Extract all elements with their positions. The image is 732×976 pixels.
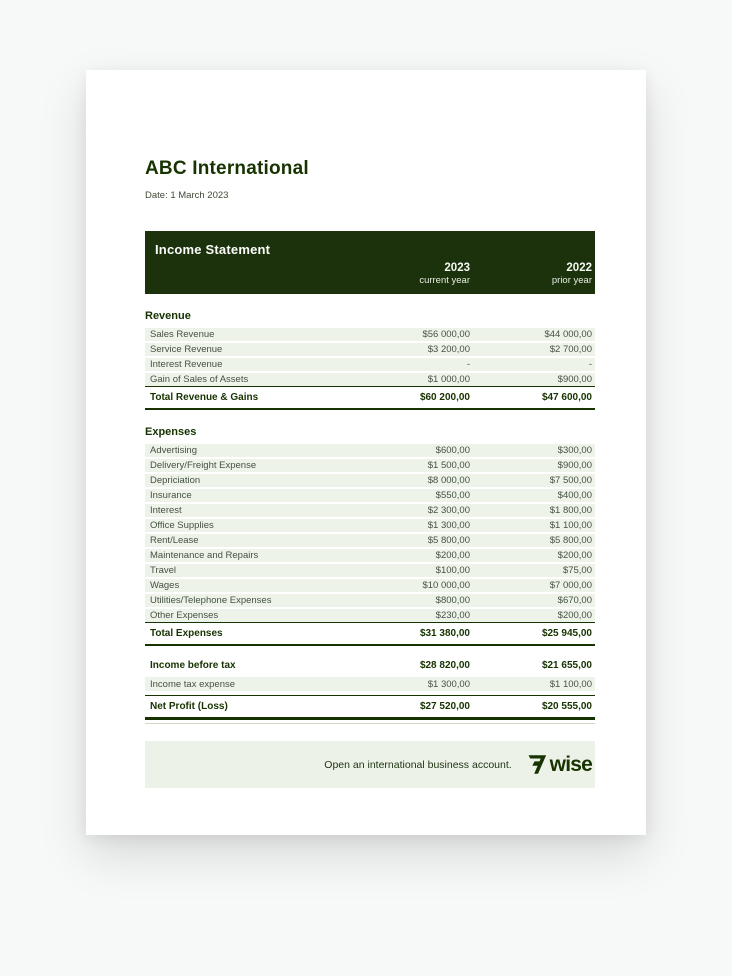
summary-row-grand	[145, 695, 595, 720]
company-name: ABC International	[145, 158, 309, 179]
row-label: Service Revenue	[150, 344, 223, 356]
column-header-prior-year	[473, 261, 595, 287]
table-row	[145, 594, 595, 607]
value-prior: $75,00	[562, 565, 592, 577]
row-label: Insurance	[150, 490, 192, 502]
value-current: $230,00	[435, 610, 470, 622]
wise-wordmark: wise	[549, 753, 592, 777]
value-current: $8 000,00	[427, 475, 470, 487]
total-row	[145, 386, 595, 410]
value-prior: $1 800,00	[549, 505, 592, 517]
value-prior: -	[588, 359, 592, 371]
row-label: Maintenance and Repairs	[150, 550, 259, 562]
value-current: $1 300,00	[427, 678, 470, 690]
section-rows	[145, 444, 595, 622]
table-row	[145, 373, 595, 386]
section-rows	[145, 328, 595, 386]
value-prior: $400,00	[557, 490, 592, 502]
document-page	[86, 70, 646, 835]
row-label: Interest Revenue	[150, 359, 223, 371]
section-heading: Expenses	[145, 426, 197, 439]
row-label: Wages	[150, 580, 180, 592]
value-current: -	[466, 359, 470, 371]
column-headers	[145, 261, 595, 287]
value-prior: $21 655,00	[541, 659, 592, 671]
value-current: $550,00	[435, 490, 470, 502]
column-header-current-year	[343, 261, 473, 287]
value-current: $3 200,00	[427, 344, 470, 356]
value-prior: $2 700,00	[549, 344, 592, 356]
value-prior: $200,00	[557, 610, 592, 622]
table-row	[145, 358, 595, 371]
row-label: Rent/Lease	[150, 535, 199, 547]
table-row	[145, 328, 595, 341]
table-row	[145, 459, 595, 472]
value-prior: $7 000,00	[549, 580, 592, 592]
value-current: $28 820,00	[419, 659, 470, 671]
summary-row-bold	[145, 655, 595, 675]
statement-body	[145, 307, 595, 646]
table-row	[145, 564, 595, 577]
section-heading: Revenue	[145, 310, 191, 323]
table-row	[145, 489, 595, 502]
table-row	[145, 534, 595, 547]
row-label: Income tax expense	[150, 678, 236, 690]
value-current: $56 000,00	[422, 329, 470, 341]
table-row	[145, 343, 595, 356]
value-prior: $44 000,00	[544, 329, 592, 341]
value-prior: $1 100,00	[549, 678, 592, 690]
prior-year-value: 2022	[566, 262, 592, 274]
value-current: $31 380,00	[419, 628, 470, 640]
statement-summary	[145, 655, 595, 720]
value-current: $1 000,00	[427, 374, 470, 386]
value-prior: $900,00	[557, 374, 592, 386]
table-row	[145, 519, 595, 532]
current-year-label: current year	[419, 275, 470, 287]
value-current: $100,00	[435, 565, 470, 577]
table-row	[145, 549, 595, 562]
value-prior: $7 500,00	[549, 475, 592, 487]
row-label: Travel	[150, 565, 177, 577]
divider	[145, 723, 595, 724]
value-current: $200,00	[435, 550, 470, 562]
value-current: $600,00	[435, 445, 470, 457]
row-label: Interest	[150, 505, 182, 517]
value-prior: $300,00	[557, 445, 592, 457]
row-label: Income before tax	[150, 659, 236, 671]
value-current: $5 800,00	[427, 535, 470, 547]
row-label: Total Expenses	[150, 628, 223, 640]
total-row	[145, 622, 595, 646]
statement-header-bar	[145, 231, 595, 294]
row-label: Sales Revenue	[150, 329, 215, 341]
value-current: $1 500,00	[427, 460, 470, 472]
table-row	[145, 444, 595, 457]
wise-logo[interactable]	[527, 754, 592, 775]
value-prior: $200,00	[557, 550, 592, 562]
value-current: $60 200,00	[419, 392, 470, 404]
row-label: Depriciation	[150, 475, 201, 487]
cta-text[interactable]: Open an international business account.	[324, 758, 512, 771]
value-prior: $5 800,00	[549, 535, 592, 547]
value-current: $10 000,00	[422, 580, 470, 592]
statement-title: Income Statement	[155, 242, 271, 257]
current-year-value: 2023	[444, 262, 470, 274]
table-row	[145, 579, 595, 592]
wise-fast-flag-icon	[527, 754, 548, 775]
summary-row-shaded	[145, 677, 595, 691]
row-label: Office Supplies	[150, 520, 214, 532]
date-line: Date: 1 March 2023	[145, 190, 229, 201]
value-prior: $47 600,00	[541, 392, 592, 404]
row-label: Other Expenses	[150, 610, 219, 622]
value-current: $1 300,00	[427, 520, 470, 532]
value-prior: $25 945,00	[541, 628, 592, 640]
row-label: Gain of Sales of Assets	[150, 374, 249, 386]
cta-banner	[145, 741, 595, 788]
table-row	[145, 504, 595, 517]
row-label: Delivery/Freight Expense	[150, 460, 257, 472]
table-row	[145, 474, 595, 487]
prior-year-label: prior year	[551, 275, 592, 287]
value-current: $800,00	[435, 595, 470, 607]
value-current: $27 520,00	[419, 701, 470, 713]
value-prior: $1 100,00	[549, 520, 592, 532]
table-row	[145, 609, 595, 622]
value-current: $2 300,00	[427, 505, 470, 517]
row-label: Utilities/Telephone Expenses	[150, 595, 272, 607]
row-label: Total Revenue & Gains	[150, 392, 259, 404]
value-prior: $670,00	[557, 595, 592, 607]
row-label: Net Profit (Loss)	[150, 701, 228, 713]
row-label: Advertising	[150, 445, 197, 457]
value-prior: $900,00	[557, 460, 592, 472]
value-prior: $20 555,00	[541, 701, 592, 713]
